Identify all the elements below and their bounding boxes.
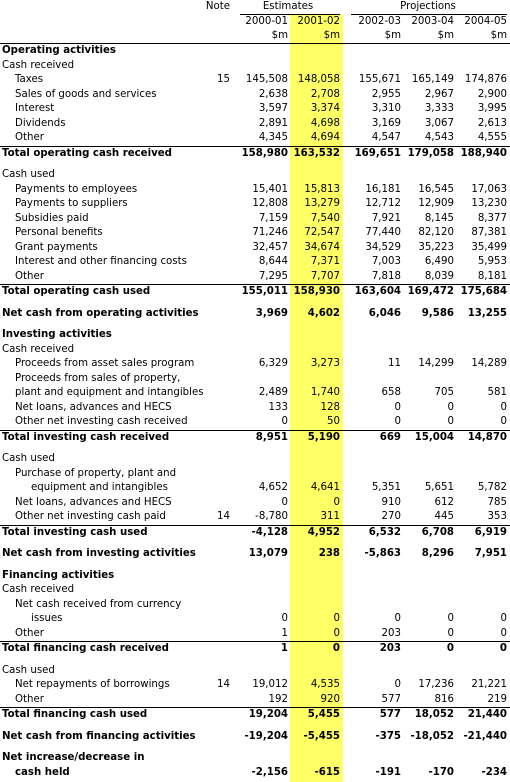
value-cell-0: 1 xyxy=(280,643,288,654)
table-row xyxy=(0,131,510,146)
table-row xyxy=(0,627,510,642)
row-label: cash held xyxy=(15,766,70,778)
row-label: Cash received xyxy=(2,343,75,355)
table-row xyxy=(0,168,510,183)
row-label: Other xyxy=(15,693,44,705)
unit-col-4: $m xyxy=(490,30,507,41)
value-cell-0: 15,401 xyxy=(252,183,288,195)
value-cell-3: 14,299 xyxy=(418,358,454,369)
value-cell-1: 7,707 xyxy=(310,270,340,282)
row-label: Cash used xyxy=(2,453,55,464)
value-cell-0: 8,644 xyxy=(258,256,288,267)
value-cell-0: -19,204 xyxy=(244,730,288,742)
row-label: Personal benefits xyxy=(15,227,103,238)
row-label: Cash used xyxy=(2,169,55,180)
table-row xyxy=(0,707,510,723)
value-cell-1: 72,547 xyxy=(304,227,340,238)
value-cell-2: 3,310 xyxy=(371,103,401,114)
value-cell-2: 7,921 xyxy=(371,212,401,224)
value-cell-3: 12,909 xyxy=(418,198,454,209)
cash-flow-table xyxy=(0,44,510,780)
value-cell-4: 13,230 xyxy=(471,198,507,209)
row-label: Interest xyxy=(15,103,55,114)
value-cell-3: 8,039 xyxy=(424,270,454,282)
table-row xyxy=(0,44,510,59)
value-cell-0: 155,011 xyxy=(241,286,288,297)
value-cell-4: 4,555 xyxy=(477,132,507,143)
value-cell-2: 7,818 xyxy=(371,270,401,282)
value-cell-1: 34,674 xyxy=(304,241,340,253)
row-gap xyxy=(0,657,510,664)
value-cell-4: 21,221 xyxy=(471,679,507,690)
value-cell-1: 7,540 xyxy=(310,212,340,224)
value-cell-3: 18,052 xyxy=(414,709,454,720)
value-cell-3: 179,058 xyxy=(407,147,454,159)
value-cell-0: 133 xyxy=(268,401,288,413)
table-row xyxy=(0,598,510,613)
value-cell-3: 82,120 xyxy=(418,227,454,238)
value-cell-2: 577 xyxy=(379,709,401,720)
value-cell-0: -2,156 xyxy=(251,766,288,778)
value-cell-4: 581 xyxy=(487,387,507,398)
table-row xyxy=(0,117,510,132)
value-cell-2: 3,169 xyxy=(371,117,401,129)
estimates-header: Estimates xyxy=(262,1,314,12)
value-cell-0: 158,980 xyxy=(241,147,288,159)
value-cell-0: 1 xyxy=(281,627,288,639)
row-label: Total investing cash received xyxy=(2,431,170,443)
table-row xyxy=(0,678,510,693)
row-label: Grant payments xyxy=(15,241,98,253)
table-row xyxy=(0,583,510,598)
value-cell-0: 2,891 xyxy=(258,117,288,129)
value-cell-3: 0 xyxy=(447,416,454,427)
value-cell-3: 0 xyxy=(447,627,454,639)
value-cell-1: 4,535 xyxy=(310,679,340,690)
table-row xyxy=(0,328,510,343)
row-label: Proceeds from asset sales program xyxy=(15,358,195,369)
value-cell-4: 219 xyxy=(487,693,507,705)
value-cell-2: 203 xyxy=(381,627,401,639)
value-cell-2: 0 xyxy=(394,416,401,427)
value-cell-3: 169,472 xyxy=(407,286,454,297)
value-cell-3: 35,223 xyxy=(418,241,454,253)
row-label: Taxes xyxy=(15,74,44,85)
row-note: 14 xyxy=(217,679,230,690)
value-cell-0: 7,159 xyxy=(258,212,288,224)
row-label: Cash received xyxy=(2,59,75,71)
value-cell-4: 0 xyxy=(500,401,507,413)
table-row xyxy=(0,255,510,270)
table-row xyxy=(0,641,510,657)
value-cell-1: 158,930 xyxy=(293,286,340,297)
table-row xyxy=(0,241,510,256)
value-cell-0: 4,345 xyxy=(258,132,288,143)
value-cell-1: 4,602 xyxy=(307,307,340,319)
row-label: Financing activities xyxy=(2,569,115,581)
value-cell-4: 0 xyxy=(500,416,507,427)
year-col-3: 2003-04 xyxy=(411,16,454,27)
value-cell-4: 7,951 xyxy=(474,548,507,559)
value-cell-1: 0 xyxy=(333,613,340,624)
value-cell-2: 2,955 xyxy=(371,88,401,100)
value-cell-2: 0 xyxy=(394,401,401,413)
value-cell-0: 19,012 xyxy=(252,679,288,690)
value-cell-4: 175,684 xyxy=(460,286,507,297)
value-cell-4: 14,870 xyxy=(467,431,507,443)
row-label: Other xyxy=(15,270,44,282)
year-col-4: 2004-05 xyxy=(464,16,507,27)
value-cell-3: 9,586 xyxy=(421,307,454,319)
value-cell-1: 4,641 xyxy=(310,482,340,493)
value-cell-4: -21,440 xyxy=(463,730,507,742)
value-cell-1: -5,455 xyxy=(303,730,340,742)
value-cell-0: 0 xyxy=(281,416,288,427)
value-cell-0: 0 xyxy=(281,613,288,624)
row-gap xyxy=(0,161,510,168)
value-cell-3: 0 xyxy=(447,401,454,413)
value-cell-3: 816 xyxy=(434,693,454,705)
table-row xyxy=(0,569,510,584)
value-cell-0: 145,508 xyxy=(245,74,288,85)
value-cell-4: 5,782 xyxy=(477,482,507,493)
value-cell-3: 4,543 xyxy=(424,132,454,143)
value-cell-4: 2,900 xyxy=(477,88,507,100)
value-cell-0: -8,780 xyxy=(255,511,288,522)
table-row xyxy=(0,73,510,88)
table-row xyxy=(0,481,510,496)
value-cell-3: 445 xyxy=(434,511,454,522)
value-cell-0: 6,329 xyxy=(258,358,288,369)
value-cell-3: 3,333 xyxy=(424,103,454,114)
row-label: Sales of goods and services xyxy=(15,88,157,100)
table-row xyxy=(0,343,510,358)
row-label: Net increase/decrease in xyxy=(2,752,145,763)
value-cell-4: 21,440 xyxy=(467,709,507,720)
value-cell-0: 192 xyxy=(268,693,288,705)
table-row xyxy=(0,730,510,745)
table-header xyxy=(0,0,510,44)
value-cell-4: 785 xyxy=(487,496,507,508)
value-cell-1: 5,455 xyxy=(307,709,340,720)
table-row xyxy=(0,372,510,387)
value-cell-4: 0 xyxy=(500,613,507,624)
row-label: Total operating cash received xyxy=(2,147,172,159)
table-row xyxy=(0,212,510,227)
value-cell-0: 4,652 xyxy=(258,482,288,493)
table-row xyxy=(0,59,510,74)
value-cell-4: 2,613 xyxy=(477,117,507,129)
value-cell-2: 0 xyxy=(394,679,401,690)
value-cell-3: 612 xyxy=(434,496,454,508)
year-col-2: 2002-03 xyxy=(358,16,401,27)
value-cell-2: 577 xyxy=(381,693,401,705)
row-label: Net cash received from currency xyxy=(15,598,182,610)
value-cell-1: -615 xyxy=(314,766,340,778)
value-cell-4: 13,255 xyxy=(467,307,507,319)
table-row xyxy=(0,452,510,467)
value-cell-4: 35,499 xyxy=(471,241,507,253)
value-cell-2: 155,671 xyxy=(358,74,401,85)
value-cell-2: 658 xyxy=(381,387,401,398)
row-label: Net cash from investing activities xyxy=(2,548,196,559)
row-label: Total financing cash used xyxy=(2,709,148,720)
table-row xyxy=(0,183,510,198)
row-label: Interest and other financing costs xyxy=(15,256,187,267)
projections-header: Projections xyxy=(400,1,456,12)
value-cell-1: 0 xyxy=(333,496,340,508)
value-cell-0: 7,295 xyxy=(258,270,288,282)
value-cell-4: 8,181 xyxy=(477,270,507,282)
row-gap xyxy=(0,445,510,452)
table-row xyxy=(0,693,510,708)
value-cell-3: -18,052 xyxy=(410,730,454,742)
row-gap xyxy=(0,744,510,751)
row-gap xyxy=(0,300,510,307)
table-row xyxy=(0,510,510,525)
row-label: Payments to employees xyxy=(15,183,138,195)
row-label: Investing activities xyxy=(2,329,112,340)
table-row xyxy=(0,612,510,627)
value-cell-2: 7,003 xyxy=(371,256,401,267)
table-row xyxy=(0,88,510,103)
value-cell-2: -375 xyxy=(375,730,401,742)
row-label: Cash used xyxy=(2,664,55,676)
value-cell-4: 17,063 xyxy=(471,183,507,195)
value-cell-3: 8,296 xyxy=(421,548,454,559)
value-cell-2: -5,863 xyxy=(364,548,401,559)
value-cell-2: 270 xyxy=(381,511,401,522)
value-cell-2: 0 xyxy=(394,613,401,624)
row-label: Proceeds from sales of property, xyxy=(15,372,181,384)
value-cell-0: 2,638 xyxy=(258,88,288,100)
value-cell-3: 6,490 xyxy=(424,256,454,267)
value-cell-2: 910 xyxy=(381,496,401,508)
value-cell-4: 174,876 xyxy=(464,74,507,85)
value-cell-3: 15,004 xyxy=(414,431,454,443)
note-header: Note xyxy=(205,1,230,12)
value-cell-0: 19,204 xyxy=(248,709,288,720)
table-row xyxy=(0,386,510,401)
row-gap xyxy=(0,562,510,569)
table-row xyxy=(0,496,510,511)
value-cell-3: 2,967 xyxy=(424,88,454,100)
row-label: Other net investing cash received xyxy=(15,416,188,427)
value-cell-3: 6,708 xyxy=(421,526,454,538)
value-cell-1: 311 xyxy=(320,511,340,522)
value-cell-2: 6,532 xyxy=(368,526,401,538)
value-cell-0: 3,597 xyxy=(258,103,288,114)
value-cell-4: 0 xyxy=(499,643,507,654)
value-cell-0: 0 xyxy=(281,496,288,508)
row-label: Cash received xyxy=(2,584,75,595)
value-cell-2: 34,529 xyxy=(365,241,401,253)
value-cell-1: 148,058 xyxy=(297,74,340,85)
row-label: Net cash from operating activities xyxy=(2,307,199,319)
value-cell-4: 0 xyxy=(500,627,507,639)
value-cell-1: 238 xyxy=(318,548,340,559)
unit-col-1: $m xyxy=(323,30,340,41)
year-col-0: 2000-01 xyxy=(245,16,288,27)
row-label: Net loans, advances and HECS xyxy=(15,401,172,413)
value-cell-0: 12,808 xyxy=(252,198,288,209)
value-cell-2: 16,181 xyxy=(365,183,401,195)
value-cell-3: 8,145 xyxy=(424,212,454,224)
value-cell-2: 169,651 xyxy=(354,147,401,159)
table-row xyxy=(0,226,510,241)
table-row xyxy=(0,430,510,446)
table-row xyxy=(0,357,510,372)
value-cell-4: 3,995 xyxy=(477,103,507,114)
value-cell-4: 14,289 xyxy=(471,358,507,369)
value-cell-2: 5,351 xyxy=(371,482,401,493)
value-cell-0: 8,951 xyxy=(255,431,288,443)
unit-col-0: $m xyxy=(271,30,288,41)
row-note: 14 xyxy=(217,511,230,522)
row-gap xyxy=(0,321,510,328)
value-cell-0: 32,457 xyxy=(252,241,288,253)
value-cell-0: 71,246 xyxy=(252,227,288,238)
value-cell-2: 12,712 xyxy=(365,198,401,209)
value-cell-0: 2,489 xyxy=(258,387,288,398)
row-label: Payments to suppliers xyxy=(15,198,128,209)
table-row xyxy=(0,547,510,562)
row-gap xyxy=(0,540,510,547)
row-label: Total operating cash used xyxy=(2,286,151,297)
row-label: Net loans, advances and HECS xyxy=(15,496,172,508)
row-label: Total investing cash used xyxy=(2,526,148,538)
row-label: Other xyxy=(15,627,44,639)
value-cell-1: 4,952 xyxy=(307,526,340,538)
table-row xyxy=(0,284,510,300)
table-row xyxy=(0,467,510,482)
value-cell-3: 5,651 xyxy=(424,482,454,493)
table-row xyxy=(0,307,510,322)
table-row xyxy=(0,525,510,541)
row-label: issues xyxy=(31,613,63,624)
value-cell-3: 0 xyxy=(447,613,454,624)
table-row xyxy=(0,401,510,416)
value-cell-0: 13,079 xyxy=(248,548,288,559)
value-cell-1: 2,708 xyxy=(310,88,340,100)
row-label: equipment and intangibles xyxy=(31,482,168,493)
year-col-1: 2001-02 xyxy=(297,16,340,27)
row-label: Dividends xyxy=(15,117,66,129)
value-cell-3: 17,236 xyxy=(418,679,454,690)
value-cell-4: -234 xyxy=(481,766,507,778)
row-label: Net cash from financing activities xyxy=(2,730,196,742)
value-cell-1: 0 xyxy=(332,643,340,654)
unit-col-2: $m xyxy=(384,30,401,41)
value-cell-3: 705 xyxy=(434,387,454,398)
value-cell-3: 16,545 xyxy=(418,183,454,195)
unit-col-3: $m xyxy=(437,30,454,41)
value-cell-3: 0 xyxy=(446,643,454,654)
row-gap xyxy=(0,723,510,730)
row-label: Operating activities xyxy=(2,45,116,56)
value-cell-2: -191 xyxy=(375,766,401,778)
value-cell-1: 5,190 xyxy=(307,431,340,443)
value-cell-1: 3,273 xyxy=(310,358,340,369)
row-label: Other net investing cash paid xyxy=(15,511,166,522)
row-note: 15 xyxy=(217,74,230,85)
value-cell-4: 353 xyxy=(487,511,507,522)
value-cell-0: 3,969 xyxy=(255,307,288,319)
value-cell-0: -4,128 xyxy=(251,526,288,538)
value-cell-1: 920 xyxy=(320,693,340,705)
value-cell-3: 165,149 xyxy=(411,74,454,85)
value-cell-2: 6,046 xyxy=(368,307,401,319)
row-label: plant and equipment and intangibles xyxy=(15,387,204,398)
value-cell-1: 163,532 xyxy=(293,147,340,159)
value-cell-3: -170 xyxy=(428,766,454,778)
row-label: Purchase of property, plant and xyxy=(15,467,177,479)
table-row xyxy=(0,146,510,162)
row-label: Other xyxy=(15,132,44,143)
row-label: Net repayments of borrowings xyxy=(15,679,170,690)
value-cell-1: 1,740 xyxy=(310,387,340,398)
value-cell-1: 128 xyxy=(320,401,340,413)
value-cell-2: 77,440 xyxy=(365,227,401,238)
value-cell-1: 3,374 xyxy=(310,103,340,114)
value-cell-3: 3,067 xyxy=(424,117,454,129)
value-cell-4: 188,940 xyxy=(460,147,507,159)
value-cell-4: 6,919 xyxy=(474,526,507,538)
value-cell-4: 87,381 xyxy=(471,227,507,238)
value-cell-2: 4,547 xyxy=(371,132,401,143)
value-cell-2: 11 xyxy=(388,358,401,369)
table-row xyxy=(0,102,510,117)
value-cell-4: 5,953 xyxy=(477,256,507,267)
value-cell-1: 7,371 xyxy=(310,256,340,267)
row-label: Total financing cash received xyxy=(2,643,169,654)
value-cell-1: 0 xyxy=(333,627,340,639)
value-cell-2: 163,604 xyxy=(354,286,401,297)
value-cell-1: 50 xyxy=(327,416,340,427)
table-row xyxy=(0,751,510,766)
value-cell-4: 8,377 xyxy=(477,212,507,224)
row-label: Subsidies paid xyxy=(15,212,89,224)
table-row xyxy=(0,766,510,781)
table-row xyxy=(0,664,510,679)
value-cell-1: 15,813 xyxy=(304,183,340,195)
value-cell-2: 669 xyxy=(379,431,401,443)
value-cell-1: 4,694 xyxy=(310,132,340,143)
table-row xyxy=(0,415,510,430)
table-row xyxy=(0,270,510,285)
table-row xyxy=(0,197,510,212)
value-cell-1: 4,698 xyxy=(310,117,340,129)
value-cell-1: 13,279 xyxy=(304,198,340,209)
value-cell-2: 203 xyxy=(379,643,401,654)
